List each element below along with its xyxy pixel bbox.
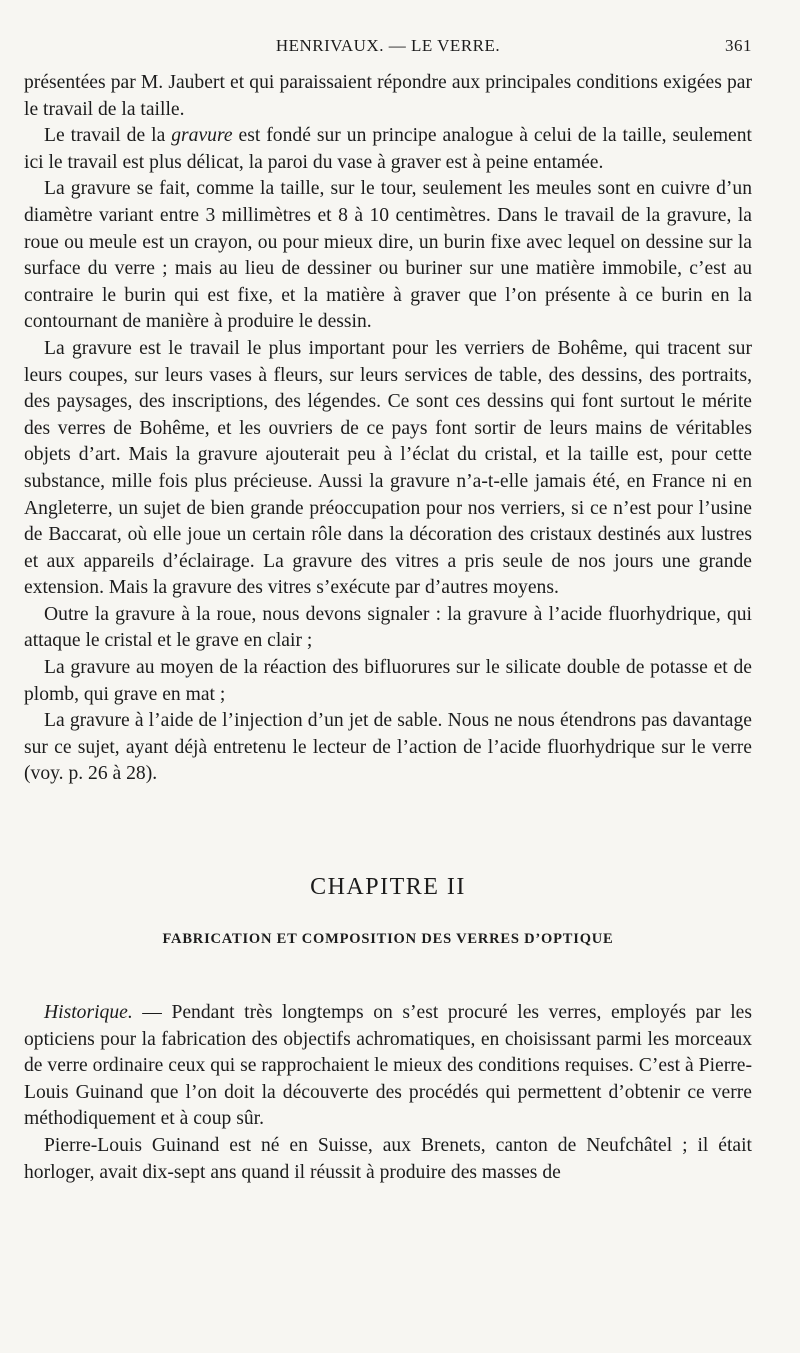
running-head-title: HENRIVAUX. — LE VERRE. (275, 36, 501, 55)
chapter-subtitle: FABRICATION ET COMPOSITION DES VERRES D’OPTIQUE (162, 931, 614, 948)
section-historique (24, 1000, 752, 1186)
paragraph-gravure-boheme: La gravure est le travail le plus important pour les verriers de Bohême, qui tracent sur leurs coupes, sur leurs vases à fleurs, sur leurs services de table, des dessins, des portraits, des paysages, des inscriptions, des légendes. Ce sont ces dessins qui font surtout le mérite des verres de Bohême, et les ouvriers de ce pays font sortir de leurs mains de véritables objets d’art. Mais la gravure ajouterait peu à l’éclat du cristal, et la taille est, pour cette substance, mille fois plus précieuse. Aussi la gravure n’a-t-elle jamais été, en France ni en Angleterre, un sujet de bien grande préoccupation pour nos verriers, si ce n’est pour l’usine de Baccarat, où elle joue un certain rôle dans la décoration des cristaux destinés aux lustres et aux appareils d’éclairage. La gravure des vitres a pris seule de nos jours une grande extension. Mais la gravure des vitres s’exécute par d’autres moyens. (24, 337, 752, 599)
running-head (24, 36, 752, 64)
emphasis-gravure: gravure (171, 125, 233, 147)
paragraph-gravure-principe: Le travail de la gravure est fondé sur un principe analogue à celui de la taille, seulement ici le travail est plus délicat, la paroi du vase à graver est à peine entamée. (24, 125, 752, 173)
paragraph-gravure-acide: Outre la gravure à la roue, nous devons signaler : la gravure à l’acide fluorhydrique, qui attaque le cristal et le grave en clair ; (24, 603, 752, 652)
section-label: Historique. (44, 1002, 133, 1024)
paragraph-historique-text: — Pendant très longtemps on s’est procuré les verres, employés par les opticiens pour la fabrication des objectifs achromatiques, en choisissant parmi les morceaux de verre ordinaire ceux qui se rapprochaient le mieux des conditions requises. C’est à Pierre-Louis Guinand que l’on doit la découverte des procédés qui permettent d’obtenir ce verre méthodiquement et à coup sûr. (24, 1002, 752, 1130)
paragraph-gravure-bifluorures: La gravure au moyen de la réaction des bifluorures sur le silicate double de potasse et de plomb, qui grave en mat ; (24, 657, 752, 705)
body-text (24, 70, 752, 788)
paragraph-guinand: Pierre-Louis Guinand est né en Suisse, aux Brenets, canton de Neufchâtel ; il était horloger, avait dix-sept ans quand il réussit à produire des masses de (24, 1135, 752, 1183)
paragraph-continued: présentées par M. Jaubert et qui paraissaient répondre aux principales conditions exigées par le travail de la taille. (24, 72, 752, 120)
paragraph-gravure-sable: La gravure à l’aide de l’injection d’un jet de sable. Nous ne nous étendrons pas davantage sur ce sujet, ayant déjà entretenu le lecteur de l’action de l’acide fluorhydrique sur le verre (voy. p. 26 à 28). (24, 710, 752, 785)
paragraph-gravure-tour: La gravure se fait, comme la taille, sur le tour, seulement les meules sont en cuivre d’un diamètre variant entre 3 millimètres et 8 à 10 centimètres. Dans le travail de la gravure, la roue ou meule est un crayon, ou pour mieux dire, un burin fixe avec lequel on dessine sur la surface du verre ; mais au lieu de dessiner ou buriner sur une matière immobile, c’est au contraire le burin qui est fixe, et la matière à graver que l’on présente à ce burin en la contournant de manière à produire le dessin. (24, 178, 752, 333)
page-number: 361 (725, 36, 752, 55)
chapter-title: CHAPITRE II (310, 874, 466, 901)
paragraph-historique (24, 1000, 752, 1133)
